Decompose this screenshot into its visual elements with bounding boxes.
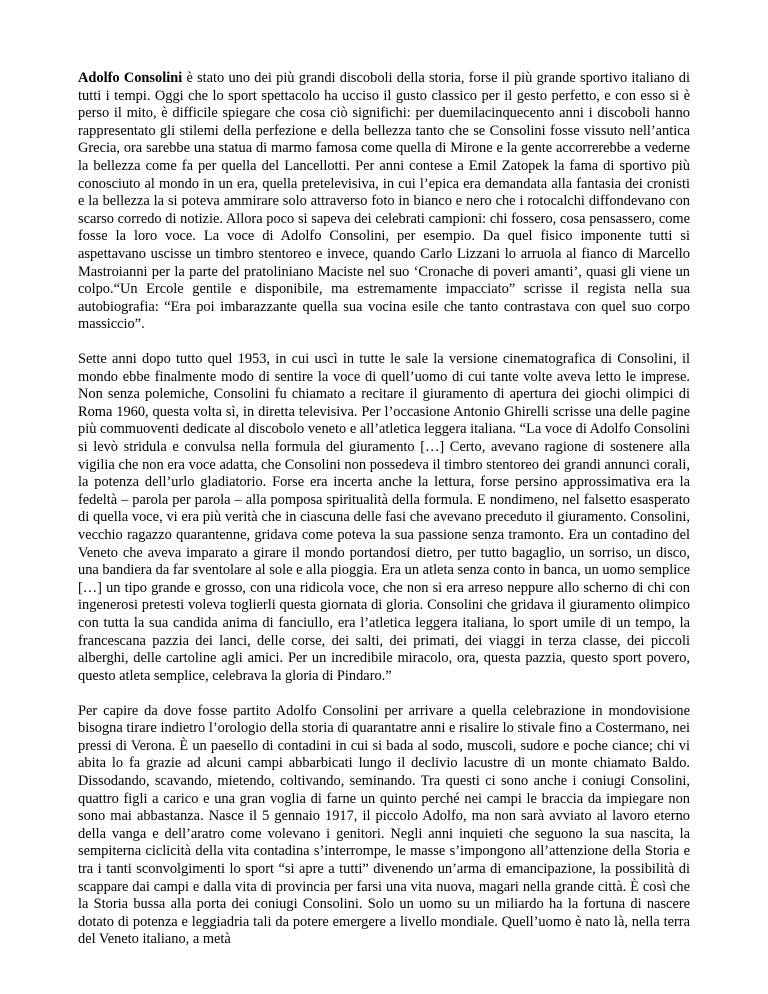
paragraph-1 (78, 70, 690, 334)
paragraph-3: Per capire da dove fosse partito Adolfo Consolini per arrivare a quella celebrazione in mondovisione bisogna tirare indietro l’orologio della storia di quarantatre anni e risalire lo stivale fino a Costermano, nei pressi di Verona. È un paesello di contadini in cui si bada al sodo, muscoli, sudore e poche ciance; chi vi abita lo fa grazie ad alcuni campi abbarbicati lungo il declivio lacustre di un monte chiamato Baldo. Dissodando, scavando, mietendo, coltivando, seminando. Tra questi ci sono anche i coniugi Consolini, quattro figli a carico e una gran voglia di farne un quinto perché nei campi le braccia da impiegare non sono mai abbastanza. Nasce il 5 gennaio 1917, il piccolo Adolfo, ma non sarà avviato al lavoro eterno della vanga e dell’aratro come volevano i genitori. Negli anni inquieti che seguono la sua nascita, la sempiterna ciclicità della vita contadina s’interrompe, le masse s’impongono all’attenzione della Storia e tra i tanti sconvolgimenti lo sport “si apre a tutti” divenendo un’arma di emancipazione, la possibilità di scappare dai campi e dalla vita di provincia per farsi una vita nuova, magari nella grande città. È così che la Storia bussa alla porta dei coniugi Consolini. Solo un uomo su un miliardo ha la fortuna di nascere dotato di potenza e leggiadria tali da potere emergere a livello mondiale. Quell’uomo è nato là, nella terra del Veneto italiano, a metà (78, 702, 690, 948)
paragraph-2: Sette anni dopo tutto quel 1953, in cui uscì in tutte le sale la versione cinematografica di Consolini, il mondo ebbe finalmente modo di sentire la voce di quell’uomo di cui tante volte aveva letto le imprese. Non senza polemiche, Consolini fu chiamato a recitare il giuramento di apertura dei giochi olimpici di Roma 1960, questa volta sì, in diretta televisiva. Per l’occasione Antonio Ghirelli scrisse una delle pagine più commuoventi dedicate al discobolo veneto e all’atletica leggera italiana. “La voce di Adolfo Consolini si levò stridula e convulsa nella formula del giuramento […] Certo, avevano ragione di sostenere alla vigilia che non era voce adatta, che Consolini non possedeva il timbro stentoreo dei grandi annunci corali, la potenza dell’urlo gladiatorio. Forse era incerta anche la lettura, forse persino approssimativa era la fedeltà – parola per parola – alla pomposa spiritualità della formula. E nondimeno, nel falsetto esasperato di quella voce, vi era più verità che in ciascuna delle fasi che avevano preceduto il giuramento. Consolini, vecchio ragazzo quarantenne, gridava come poteva la sua passione senza tramonto. Era un contadino del Veneto che aveva imparato a girare il mondo portandosi dietro, per tutto bagaglio, un sorriso, un disco, una bandiera da far sventolare al sole e alla pioggia. Era un atleta senza conto in banca, un uomo semplice […] un tipo grande e grosso, con una ridicola voce, che non si era arreso neppure allo scherno di chi con ingenerosi pretesti voleva toglierli questa giornata di gloria. Consolini che gridava il giuramento olimpico con tutta la sua candida anima di fanciullo, era l’atletica leggera italiana, lo sport umile di un tempo, la francescana pazzia dei lanci, delle corse, dei salti, dei primati, dei viaggi in terza classe, dei piccoli alberghi, delle cartoline agli amici. Per un incredibile miracolo, ora, questa pazzia, questo sport povero, questo atleta semplice, celebrava la gloria di Pindaro.” (78, 351, 690, 684)
paragraph-1-text: è stato uno dei più grandi discoboli della storia, forse il più grande sportivo italiano di tutti i tempi. Oggi che lo sport spettacolo ha ucciso il gusto classico per il gesto perfetto, e con esso si è perso il mito, è difficile spiegare che cosa ciò significhi: per duemilacinquecento anni i discoboli hanno rappresentato gli stilemi della perfezione e della bellezza tanto che se Consolini fosse vissuto nell’antica Grecia, ora sarebbe una statua di marmo famosa come quella di Mirone e la gente accorrerebbe a vederne la bellezza come fa per quella del Lancellotti. Per anni contese a Emil Zatopek la fama di sportivo più conosciuto al mondo in un era, quella pretelevisiva, in cui l’epica era demandata alla fantasia dei cronisti e la bellezza la si poteva ammirare solo attraverso foto in bianco e nero che i rotocalchi diffondevano con scarso corredo di notizie. Allora poco si sapeva dei celebrati campioni: chi fossero, cosa pensassero, come fosse la loro voce. La voce di Adolfo Consolini, per esempio. Da quel fisico imponente tutti si aspettavano uscisse un timbro stentoreo e invece, quando Carlo Lizzani lo arruola al fianco di Marcello Mastroianni per la parte del pratoliniano Maciste nel suo ‘Cronache di poveri amanti’, quasi gli viene un colpo.“Un Ercole gentile e disponibile, ma estremamente impacciato” scrisse il regista nella sua autobiografia: “Era poi imbarazzante quella sua vocina esile che tanto contrastava con quel suo corpo massiccio”. (78, 70, 690, 333)
document-page (78, 70, 690, 966)
subject-name: Adolfo Consolini (78, 70, 183, 86)
